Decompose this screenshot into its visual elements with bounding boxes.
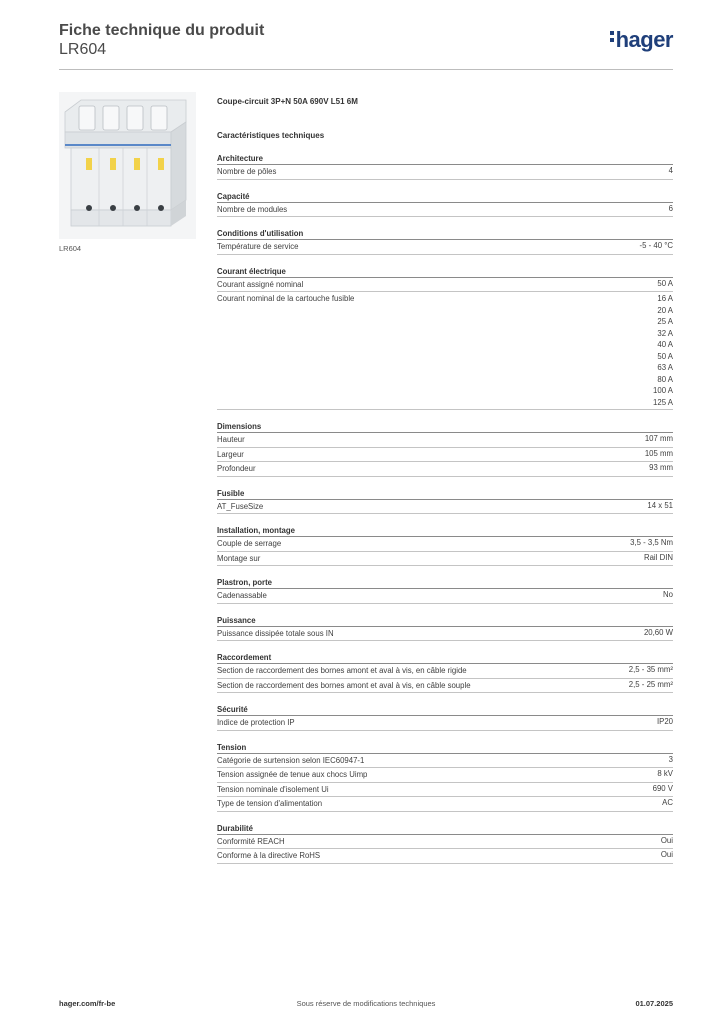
spec-value [645, 433, 673, 447]
spec-value-item: 2,5 - 35 mm² [628, 665, 673, 674]
spec-value [640, 240, 673, 254]
spec-label: Section de raccordement des bornes amont et aval à vis, en câble rigide [217, 666, 467, 675]
footer-disclaimer: Sous réserve de modifications techniques [296, 999, 436, 1008]
spec-group-title: Plastron, porte [217, 576, 673, 589]
spec-value-item: 93 mm [649, 463, 673, 472]
spec-group [217, 741, 673, 812]
spec-group-title: Fusible [217, 487, 673, 500]
spec-group [217, 703, 673, 731]
spec-label: Indice de protection IP [217, 718, 295, 727]
spec-group [217, 487, 673, 515]
hager-logo[interactable] [610, 27, 673, 53]
spec-group-title: Courant électrique [217, 265, 673, 278]
spec-group-title: Durabilité [217, 822, 673, 835]
spec-value-item: Oui [660, 850, 673, 859]
spec-value-item: 107 mm [644, 434, 673, 443]
spec-group-title: Dimensions [217, 420, 673, 433]
spec-value [629, 679, 673, 693]
spec-value-item: 690 V [652, 783, 673, 793]
spec-label: Nombre de pôles [217, 167, 277, 176]
spec-group-title: Puissance [217, 614, 673, 627]
product-image [59, 92, 196, 239]
spec-row [217, 664, 673, 679]
product-name: Coupe-circuit 3P+N 50A 690V L51 6M [217, 97, 358, 106]
spec-value [630, 537, 673, 551]
spec-value [629, 664, 673, 678]
spec-row [217, 768, 673, 783]
spec-group [217, 822, 673, 864]
spec-row [217, 292, 673, 410]
spec-value [649, 462, 673, 476]
spec-label: Couple de serrage [217, 539, 282, 548]
spec-value-item: 125 A [653, 397, 673, 407]
spec-value-item: 6 [668, 203, 673, 213]
spec-value-item: No [663, 590, 673, 599]
spec-row [217, 448, 673, 463]
spec-value [661, 849, 673, 863]
spec-label: Tension nominale d'isolement Ui [217, 784, 329, 794]
spec-group [217, 420, 673, 477]
spec-label: Conforme à la directive RoHS [217, 851, 321, 860]
spec-group [217, 614, 673, 642]
spec-value-item: 32 A [657, 328, 673, 338]
document-title: Fiche technique du produit [59, 22, 265, 39]
spec-group-title: Capacité [217, 190, 673, 203]
spec-label: Largeur [217, 449, 244, 459]
product-reference: LR604 [59, 41, 107, 58]
spec-value [644, 552, 673, 566]
spec-label: Température de service [217, 242, 299, 251]
spec-value [663, 589, 673, 603]
spec-row [217, 433, 673, 448]
logo-dots-icon [610, 31, 615, 45]
spec-value-item: 40 A [657, 340, 673, 349]
logo-text: hager [615, 27, 673, 52]
spec-row [217, 783, 673, 798]
spec-group-title: Raccordement [217, 651, 673, 664]
spec-row [217, 203, 673, 218]
spec-group-title: Sécurité [217, 703, 673, 716]
spec-value-item: 80 A [657, 374, 673, 384]
spec-value-item: 4 [668, 166, 673, 175]
spec-value [657, 768, 673, 782]
spec-row [217, 165, 673, 180]
spec-label: Profondeur [217, 464, 256, 473]
spec-row [217, 589, 673, 604]
spec-group-title: Installation, montage [217, 524, 673, 537]
spec-group-title: Tension [217, 741, 673, 754]
spec-value-item: 3 [668, 754, 673, 764]
spec-label: Montage sur [217, 553, 261, 563]
spec-value [653, 293, 673, 408]
spec-value [669, 165, 673, 179]
image-caption: LR604 [59, 244, 82, 253]
spec-label: Hauteur [217, 435, 245, 444]
spec-value-item: IP20 [656, 717, 673, 726]
spec-value-item: 20 A [657, 305, 673, 315]
spec-value [645, 448, 673, 462]
spec-label: Type de tension d'alimentation [217, 799, 323, 808]
spec-row [217, 849, 673, 864]
specs-heading: Caractéristiques techniques [217, 131, 325, 140]
spec-value [653, 783, 673, 797]
spec-group [217, 152, 673, 180]
spec-row [217, 835, 673, 850]
spec-label: AT_FuseSize [217, 501, 264, 511]
spec-value-item: Oui [660, 835, 673, 845]
spec-group [217, 265, 673, 411]
spec-value-item: 25 A [657, 317, 673, 326]
spec-value [657, 278, 673, 292]
spec-value [647, 500, 673, 514]
spec-value [669, 754, 673, 768]
spec-group-title: Architecture [217, 152, 673, 165]
spec-value [669, 203, 673, 217]
spec-value [662, 797, 673, 811]
spec-content [217, 96, 673, 874]
spec-row [217, 278, 673, 293]
spec-value-item: 100 A [653, 386, 673, 395]
spec-label: Section de raccordement des bornes amont et aval à vis, en câble souple [217, 680, 471, 690]
spec-value-item: 50 A [657, 278, 673, 288]
spec-group [217, 651, 673, 693]
spec-row [217, 754, 673, 769]
spec-value-item: 105 mm [644, 448, 673, 458]
spec-group [217, 190, 673, 218]
spec-row [217, 552, 673, 567]
spec-value-item: 2,5 - 25 mm² [628, 679, 673, 689]
spec-row [217, 797, 673, 812]
spec-label: Puissance dissipée totale sous IN [217, 628, 334, 638]
header-divider [59, 69, 673, 70]
page-header [59, 21, 673, 69]
spec-label: Courant nominal de la cartouche fusible [217, 294, 355, 303]
spec-value-item: 20,60 W [643, 627, 673, 637]
spec-value [657, 716, 673, 730]
spec-label: Cadenassable [217, 591, 267, 600]
spec-value-item: 3,5 - 3,5 Nm [630, 538, 673, 547]
spec-value-item: 50 A [657, 351, 673, 361]
spec-value-item: 8 kV [657, 769, 673, 778]
fuse-holder-illustration [59, 92, 196, 239]
spec-row [217, 240, 673, 255]
spec-row [217, 500, 673, 515]
spec-value-item: 16 A [657, 294, 673, 303]
spec-row [217, 462, 673, 477]
spec-value [644, 627, 673, 641]
spec-group [217, 524, 673, 566]
spec-group [217, 576, 673, 604]
spec-label: Conformité REACH [217, 836, 285, 846]
spec-group-title: Conditions d'utilisation [217, 227, 673, 240]
footer-date: 01.07.2025 [635, 999, 673, 1008]
spec-row [217, 716, 673, 731]
spec-value [661, 835, 673, 849]
spec-row [217, 537, 673, 552]
spec-groups [217, 152, 673, 864]
spec-value-item: -5 - 40 °C [639, 241, 673, 250]
spec-value-item: Rail DIN [643, 552, 673, 562]
spec-label: Catégorie de surtension selon IEC60947-1 [217, 755, 365, 765]
footer-website-link[interactable]: hager.com/fr-be [59, 999, 116, 1008]
spec-label: Courant assigné nominal [217, 279, 304, 289]
spec-label: Nombre de modules [217, 204, 288, 214]
spec-value-item: 14 x 51 [647, 500, 673, 510]
spec-row [217, 679, 673, 694]
spec-label: Tension assignée de tenue aux chocs Uimp [217, 770, 368, 779]
spec-group [217, 227, 673, 255]
spec-value-item: AC [662, 798, 673, 807]
spec-value-item: 63 A [657, 363, 673, 372]
spec-row [217, 627, 673, 642]
